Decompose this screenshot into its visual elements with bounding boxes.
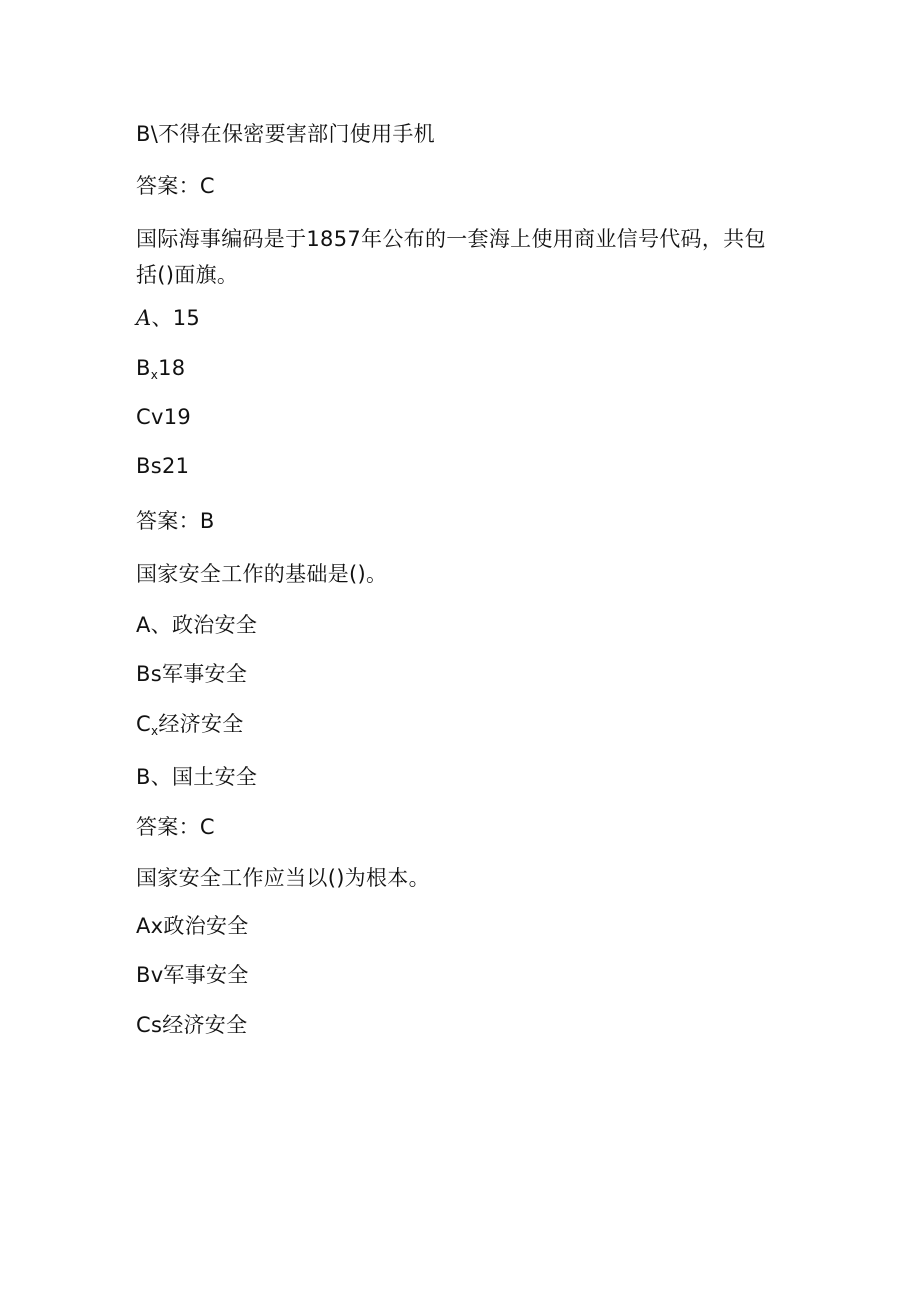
option-c-line: Cs经济安全: [136, 1013, 248, 1037]
option-b-subscript: x: [150, 368, 159, 382]
option-a-line: [136, 300, 200, 336]
option-d-line: B、国土安全: [136, 765, 258, 789]
option-b-line: Bv军事安全: [136, 963, 249, 987]
option-b-line: B\不得在保密要害部门使用手机: [136, 122, 435, 146]
option-a-line: A、政治安全: [136, 613, 258, 637]
option-a-text: 、15: [151, 306, 201, 330]
answer-line: 答案：C: [136, 815, 215, 839]
option-c-line: Cv19: [136, 405, 192, 429]
option-b-line: Bs军事安全: [136, 662, 248, 686]
answer-line: 答案：B: [136, 509, 215, 533]
answer-line: 答案：C: [136, 174, 215, 198]
option-b-text: 18: [158, 356, 186, 380]
option-c-line: [136, 706, 244, 749]
option-c-text: 经济安全: [158, 712, 244, 736]
option-b-line: [136, 350, 185, 393]
option-a-prefix: A: [136, 306, 152, 330]
question-line: 国际海事编码是于1857年公布的一套海上使用商业信号代码，共包括()面旗。: [136, 227, 766, 287]
option-c-subscript: x: [150, 724, 159, 738]
option-a-line: Ax政治安全: [136, 914, 249, 938]
question-line: 国家安全工作应当以()为根本。: [136, 866, 430, 890]
option-b-prefix: B: [136, 356, 151, 380]
question-line: 国家安全工作的基础是()。: [136, 562, 388, 586]
option-d-line: Bs21: [136, 454, 190, 478]
option-c-prefix: C: [136, 712, 151, 736]
